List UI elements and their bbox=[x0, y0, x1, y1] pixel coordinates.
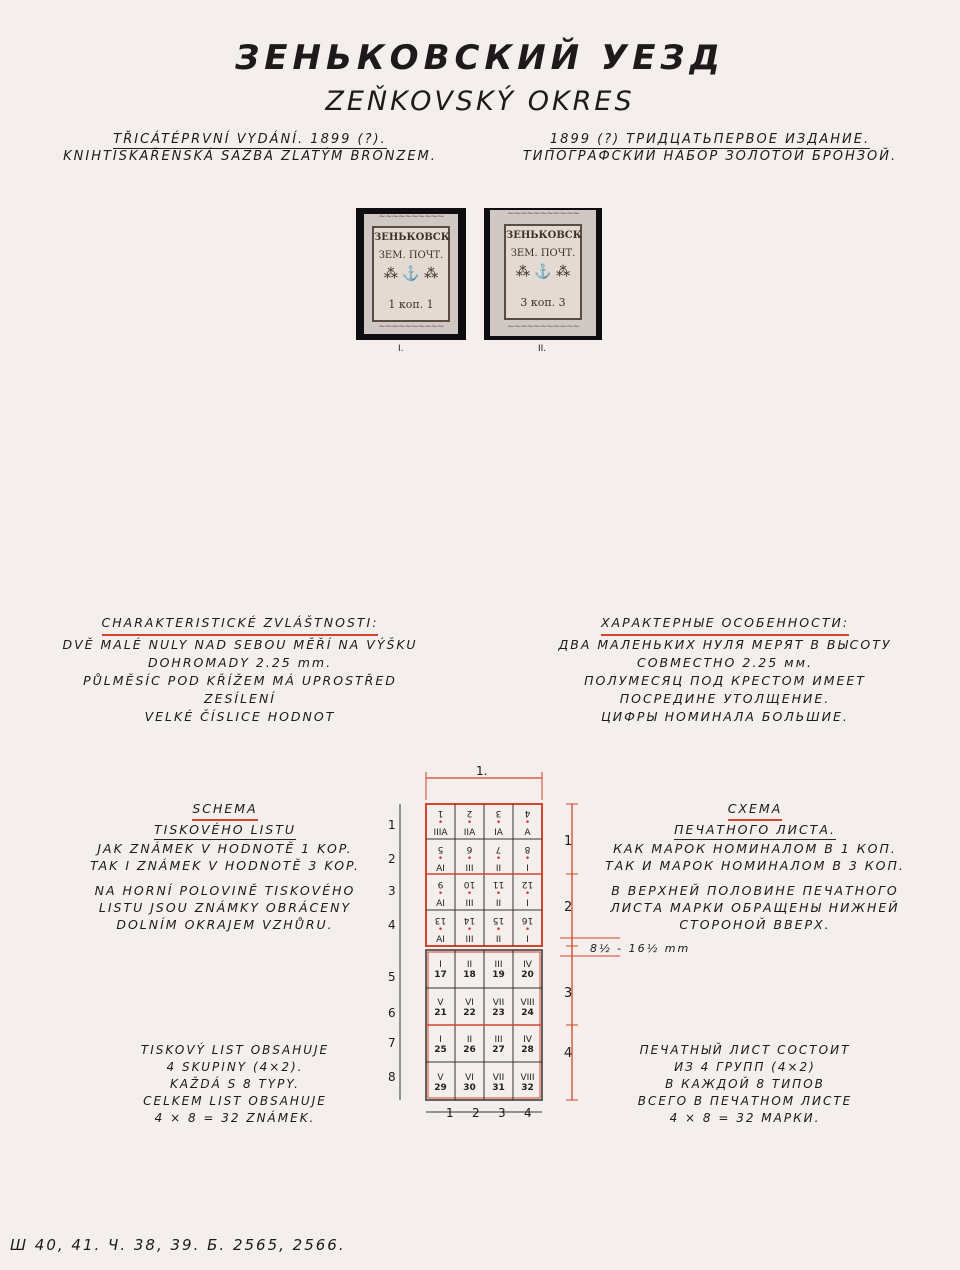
cross-anchor-icon: ⁂ ⚓ ⁂ bbox=[515, 264, 571, 280]
sheet-cell-type: IIA bbox=[463, 828, 476, 838]
summary-ru bbox=[590, 1042, 900, 1127]
sheet-cell-type: VIII bbox=[520, 997, 535, 1008]
sheet-cell-number: 27 bbox=[492, 1045, 505, 1055]
sheet-cell-type: II bbox=[495, 899, 502, 909]
schema-ru-line: ЛИСТА МАРКИ ОБРАЩЕНЫ НИЖНЕЙ bbox=[610, 900, 900, 915]
row-number: 8 bbox=[388, 1070, 396, 1084]
schema-cz-line: DOLNÍM OKRAJEM VZHŮRU. bbox=[116, 917, 334, 932]
sheet-cell-upper bbox=[426, 808, 455, 838]
stamp-mount-2 bbox=[484, 208, 602, 340]
group-number: 4 bbox=[564, 1046, 573, 1061]
dot-marker-icon: • bbox=[524, 818, 531, 828]
row-number: 6 bbox=[388, 1006, 396, 1020]
sheet-cell-type: I bbox=[526, 934, 529, 945]
sheet-cell-lower bbox=[484, 960, 513, 980]
sheet-cell-type: I bbox=[439, 1035, 442, 1045]
dot-marker-icon: • bbox=[495, 889, 502, 899]
dot-marker-icon: • bbox=[495, 924, 502, 935]
characteristics-cz bbox=[20, 614, 460, 726]
sheet-cell-lower bbox=[484, 998, 513, 1018]
edition-ru-line1: 1899 (?) ТРИДЦАТЬПЕРВОЕ ИЗДАНИЕ. bbox=[549, 132, 871, 147]
sheet-cell-type: VII bbox=[492, 997, 505, 1008]
dot-marker-icon: • bbox=[437, 924, 444, 935]
sheet-cell-number: 6 bbox=[466, 843, 473, 854]
sheet-cell-number: 4 bbox=[524, 808, 531, 818]
sheet-cell-type: II bbox=[466, 1035, 473, 1045]
sheet-cell-number: 8 bbox=[524, 843, 531, 854]
characteristics-cz-line: ZESÍLENÍ bbox=[204, 691, 276, 706]
cross-anchor-icon: ⁂ ⚓ ⁂ bbox=[383, 266, 439, 282]
sheet-cell-type: II bbox=[495, 863, 502, 874]
sheet-cell-upper bbox=[455, 844, 484, 874]
characteristics-ru bbox=[515, 614, 935, 726]
row-number: 2 bbox=[388, 852, 396, 866]
edition-ru-line2: ТИПОГРАФСКИЙ НАБОР ЗОЛОТОЙ БРОНЗОЙ. bbox=[522, 149, 898, 164]
sheet-cell-number: 23 bbox=[492, 1007, 505, 1018]
stamp-1-value: 1 коп. 1 bbox=[388, 298, 434, 311]
group-number: 3 bbox=[564, 986, 573, 1001]
sheet-cell-number: 26 bbox=[463, 1045, 476, 1055]
characteristics-cz-title: CHARAKTERISTICKÉ ZVLÁŠTNOSTI: bbox=[102, 614, 379, 636]
sheet-cell-number: 24 bbox=[521, 1007, 534, 1018]
col-number: 1 bbox=[446, 1106, 454, 1120]
sheet-cell-type: II bbox=[495, 934, 502, 945]
stamp-2-caption: II. bbox=[538, 344, 547, 354]
sheet-cell-lower bbox=[426, 1035, 455, 1055]
schema-ru-line: ТАК И МАРОК НОМИНАЛОМ В 3 КОП. bbox=[605, 858, 905, 873]
edition-cz bbox=[40, 132, 460, 164]
schema-cz-line: JAK ZNÁMEK V HODNOTĚ 1 KOP. bbox=[97, 841, 353, 856]
schema-ru-title2: ПЕЧАТНОГО ЛИСТА. bbox=[674, 821, 836, 840]
schema-cz bbox=[60, 800, 390, 933]
stamp-1: ∼∼∼∼∼∼∼∼∼∼ ЗЕНЬКОВСК ЗЕМ. ПОЧТ. ⁂ ⚓ ⁂ 1 коп. 1 ∼∼∼∼∼∼∼∼∼∼ bbox=[364, 214, 458, 334]
sheet-cell-type: I bbox=[526, 863, 529, 874]
sheet-cell-lower bbox=[426, 1073, 455, 1093]
sheet-cell-number: 21 bbox=[434, 1007, 447, 1018]
sheet-cell-type: III bbox=[465, 899, 474, 909]
sheet-cell-lower bbox=[513, 1035, 542, 1055]
schema-ru-line: КАК МАРОК НОМИНАЛОМ В 1 КОП. bbox=[613, 841, 897, 856]
sheet-cell-type: IV bbox=[523, 960, 532, 970]
summary-cz-line: KAŽDÁ S 8 TYPY. bbox=[170, 1077, 300, 1091]
sheet-cell-upper bbox=[455, 915, 484, 945]
sheet-cell-type: VIII bbox=[520, 1072, 535, 1083]
sheet-cell-upper bbox=[426, 844, 455, 874]
sheet-cell-type: A bbox=[524, 828, 531, 838]
sheet-cell-number: 7 bbox=[495, 843, 502, 854]
row-number: 4 bbox=[388, 918, 396, 932]
sheet-cell-type: VII bbox=[492, 1072, 505, 1083]
sheet-cell-number: 15 bbox=[492, 914, 505, 925]
sheet-cell-lower bbox=[455, 1073, 484, 1093]
sheet-cell-type: II bbox=[466, 960, 473, 970]
schema-cz-title2: TISKOVÉHO LISTU bbox=[154, 821, 296, 840]
schema-ru-line: СТОРОНОЙ ВВЕРХ. bbox=[679, 917, 831, 932]
sheet-cell-number: 13 bbox=[434, 914, 447, 925]
summary-ru-line: 4 × 8 = 32 МАРКИ. bbox=[669, 1111, 821, 1125]
stamp-2: ∼∼∼∼∼∼∼∼∼∼∼ ЗЕНЬКОВСК ЗЕМ. ПОЧТ. ⁂ ⚓ ⁂ 3 коп. 3 ∼∼∼∼∼∼∼∼∼∼∼ bbox=[490, 210, 596, 336]
sheet-cell-lower bbox=[455, 960, 484, 980]
characteristics-ru-line: ЦИФРЫ НОМИНАЛА БОЛЬШИЕ. bbox=[601, 709, 849, 724]
sheet-cell-lower bbox=[455, 1035, 484, 1055]
sheet-cell-lower bbox=[426, 960, 455, 980]
sheet-cell-number: 9 bbox=[437, 879, 444, 889]
sheet-cell-upper bbox=[426, 879, 455, 909]
sheet-cell-number: 2 bbox=[466, 808, 473, 818]
dot-marker-icon: • bbox=[524, 853, 531, 864]
sheet-cell-upper bbox=[484, 879, 513, 909]
sheet-cell-upper bbox=[426, 915, 455, 945]
sheet-cell-type: III bbox=[494, 1035, 503, 1045]
sheet-cell-number: 18 bbox=[463, 970, 476, 980]
sheet-cell-number: 14 bbox=[463, 914, 476, 925]
characteristics-ru-line: СОВМЕСТНО 2.25 мм. bbox=[636, 655, 814, 670]
summary-ru-line: ИЗ 4 ГРУПП (4×2) bbox=[674, 1060, 816, 1074]
characteristics-cz-line: VELKÉ ČÍSLICE HODNOT bbox=[144, 709, 336, 724]
characteristics-cz-line: DVĚ MALÉ NULY NAD SEBOU MĚŘÍ NA VÝŠKU bbox=[62, 637, 418, 652]
stamp-mount-1 bbox=[356, 208, 466, 340]
stamp-2-line1: ЗЕНЬКОВСК bbox=[506, 230, 582, 241]
group-number: 1 bbox=[564, 834, 573, 849]
schema-cz-line: TAK I ZNÁMEK V HODNOTĚ 3 KOP. bbox=[90, 858, 360, 873]
schema-cz-line: NA HORNÍ POLOVINĚ TISKOVÉHO bbox=[94, 883, 356, 898]
row-number: 5 bbox=[388, 970, 396, 984]
schema-ru-title1: СХЕМА bbox=[728, 800, 783, 821]
sheet-cell-type: IV bbox=[523, 1035, 532, 1045]
sheet-cell-number: 25 bbox=[434, 1045, 447, 1055]
sheet-cell-upper bbox=[455, 808, 484, 838]
sheet-top-label: 1. bbox=[476, 764, 488, 778]
schema-ru bbox=[570, 800, 940, 933]
stamp-2-line2: ЗЕМ. ПОЧТ. bbox=[510, 248, 576, 259]
dot-marker-icon: • bbox=[466, 889, 473, 899]
sheet-cell-number: 19 bbox=[492, 970, 505, 980]
edition-cz-line2: KNIHTISKAŘENSKÁ SAZBA ZLATÝM BRONZEM. bbox=[63, 149, 437, 164]
sheet-cell-upper bbox=[513, 915, 542, 945]
page-title: ЗЕНЬКОВСКИЙ УЕЗД bbox=[235, 38, 725, 78]
sheet-cell-number: 28 bbox=[521, 1045, 534, 1055]
row-number: 1 bbox=[388, 818, 396, 832]
sheet-cell-type: V bbox=[437, 997, 444, 1008]
characteristics-cz-line: DOHROMADY 2.25 mm. bbox=[147, 655, 333, 670]
dot-marker-icon: • bbox=[524, 889, 531, 899]
sheet-cell-number: 16 bbox=[521, 914, 534, 925]
row-number: 7 bbox=[388, 1036, 396, 1050]
col-number: 4 bbox=[524, 1106, 532, 1120]
dot-marker-icon: • bbox=[466, 924, 473, 935]
sheet-cell-type: VI bbox=[465, 997, 474, 1008]
sheet-cell-type: AI bbox=[436, 899, 445, 909]
characteristics-cz-line: PŮLMĚSÍC POD KŘÍŽEM MÁ UPROSTŘED bbox=[83, 673, 397, 688]
summary-cz-line: TISKOVÝ LIST OBSAHUJE bbox=[140, 1043, 330, 1057]
summary-cz bbox=[90, 1042, 380, 1127]
sheet-cell-number: 29 bbox=[434, 1082, 447, 1093]
sheet-cell-type: VI bbox=[465, 1072, 474, 1083]
sheet-cell-number: 31 bbox=[492, 1082, 505, 1093]
sheet-cell-upper bbox=[513, 844, 542, 874]
characteristics-ru-title: ХАРАКТЕРНЫЕ ОСОБЕННОСТИ: bbox=[601, 614, 849, 636]
dot-marker-icon: • bbox=[437, 853, 444, 864]
sheet-cell-lower bbox=[484, 1073, 513, 1093]
sheet-cell-upper bbox=[484, 808, 513, 838]
catalog-reference: Ш 40, 41. Ч. 38, 39. Б. 2565, 2566. bbox=[10, 1236, 346, 1254]
characteristics-ru-line: ПОСРЕДИНЕ УТОЛЩЕНИЕ. bbox=[619, 691, 831, 706]
col-number: 2 bbox=[472, 1106, 480, 1120]
sheet-cell-lower bbox=[513, 960, 542, 980]
sheet-cell-type: III bbox=[494, 960, 503, 970]
edition-cz-line1: TŘICÁTÉPRVNÍ VYDÁNÍ. 1899 (?). bbox=[113, 132, 387, 147]
sheet-cell-lower bbox=[513, 998, 542, 1018]
page-subtitle: ZEŇKOVSKÝ OKRES bbox=[325, 86, 635, 117]
stamp-1-line2: ЗЕМ. ПОЧТ. bbox=[378, 250, 444, 261]
schema-cz-line: LISTU JSOU ZNÁMKY OBRÁCENY bbox=[98, 900, 352, 915]
sheet-cell-type: I bbox=[439, 960, 442, 970]
summary-ru-line: ВСЕГО В ПЕЧАТНОМ ЛИСТЕ bbox=[637, 1094, 853, 1108]
edition-ru bbox=[500, 132, 920, 164]
dot-marker-icon: • bbox=[495, 818, 502, 828]
sheet-cell-number: 12 bbox=[521, 879, 534, 889]
sheet-cell-type: V bbox=[437, 1072, 444, 1083]
sheet-cell-number: 22 bbox=[463, 1007, 476, 1018]
summary-cz-line: 4 SKUPINY (4×2). bbox=[166, 1060, 304, 1074]
sheet-cell-type: AI bbox=[436, 934, 445, 945]
col-number: 3 bbox=[498, 1106, 506, 1120]
schema-cz-title1: SCHEMA bbox=[192, 800, 257, 821]
sheet-cell-type: III bbox=[465, 863, 474, 874]
sheet-cell-upper bbox=[455, 879, 484, 909]
sheet-cell-type: IIIA bbox=[433, 828, 448, 838]
summary-cz-line: CELKEM LIST OBSAHUJE bbox=[143, 1094, 327, 1108]
summary-cz-line: 4 × 8 = 32 ZNÁMEK. bbox=[154, 1111, 316, 1125]
dot-marker-icon: • bbox=[437, 818, 444, 828]
stamp-1-caption: I. bbox=[398, 344, 404, 354]
sheet-cell-lower bbox=[484, 1035, 513, 1055]
dot-marker-icon: • bbox=[524, 924, 531, 935]
summary-ru-line: В КАЖДОЙ 8 ТИПОВ bbox=[665, 1077, 825, 1091]
sheet-cell-number: 5 bbox=[437, 843, 444, 854]
row-number: 3 bbox=[388, 884, 396, 898]
sheet-cell-number: 30 bbox=[463, 1082, 476, 1093]
dot-marker-icon: • bbox=[495, 853, 502, 864]
sheet-cell-number: 11 bbox=[492, 879, 505, 889]
group-number: 2 bbox=[564, 900, 573, 915]
sheet-cell-upper bbox=[484, 844, 513, 874]
sheet-cell-type: I bbox=[526, 899, 529, 909]
stamp-2-value: 3 коп. 3 bbox=[520, 296, 566, 309]
sheet-cell-number: 32 bbox=[521, 1082, 534, 1093]
sheet-cell-number: 10 bbox=[463, 879, 476, 889]
sheet-cell-lower bbox=[455, 998, 484, 1018]
sheet-cell-number: 3 bbox=[495, 808, 502, 818]
stamp-1-line1: ЗЕНЬКОВСК bbox=[374, 232, 450, 243]
sheet-cell-number: 17 bbox=[434, 970, 447, 980]
schema-ru-line: В ВЕРХНЕЙ ПОЛОВИНЕ ПЕЧАТНОГО bbox=[611, 883, 899, 898]
sheet-cell-type: III bbox=[465, 934, 474, 945]
sheet-cell-type: IA bbox=[494, 828, 503, 838]
sheet-cell-number: 1 bbox=[437, 808, 444, 818]
sheet-cell-number: 20 bbox=[521, 970, 534, 980]
dot-marker-icon: • bbox=[466, 818, 473, 828]
sheet-cell-upper bbox=[513, 808, 542, 838]
sheet-cell-type: AI bbox=[436, 863, 445, 874]
sheet-cell-upper bbox=[513, 879, 542, 909]
characteristics-ru-line: ПОЛУМЕСЯЦ ПОД КРЕСТОМ ИМЕЕТ bbox=[584, 673, 866, 688]
summary-ru-line: ПЕЧАТНЫЙ ЛИСТ СОСТОИТ bbox=[639, 1043, 851, 1057]
sheet-cell-upper bbox=[484, 915, 513, 945]
gutter-measure: 8½ - 16½ mm bbox=[590, 942, 691, 955]
sheet-cell-lower bbox=[513, 1073, 542, 1093]
dot-marker-icon: • bbox=[437, 889, 444, 899]
sheet-cell-lower bbox=[426, 998, 455, 1018]
dot-marker-icon: • bbox=[466, 853, 473, 864]
characteristics-ru-line: ДВА МАЛЕНЬКИХ НУЛЯ МЕРЯТ В ВЫСОТУ bbox=[558, 637, 892, 652]
